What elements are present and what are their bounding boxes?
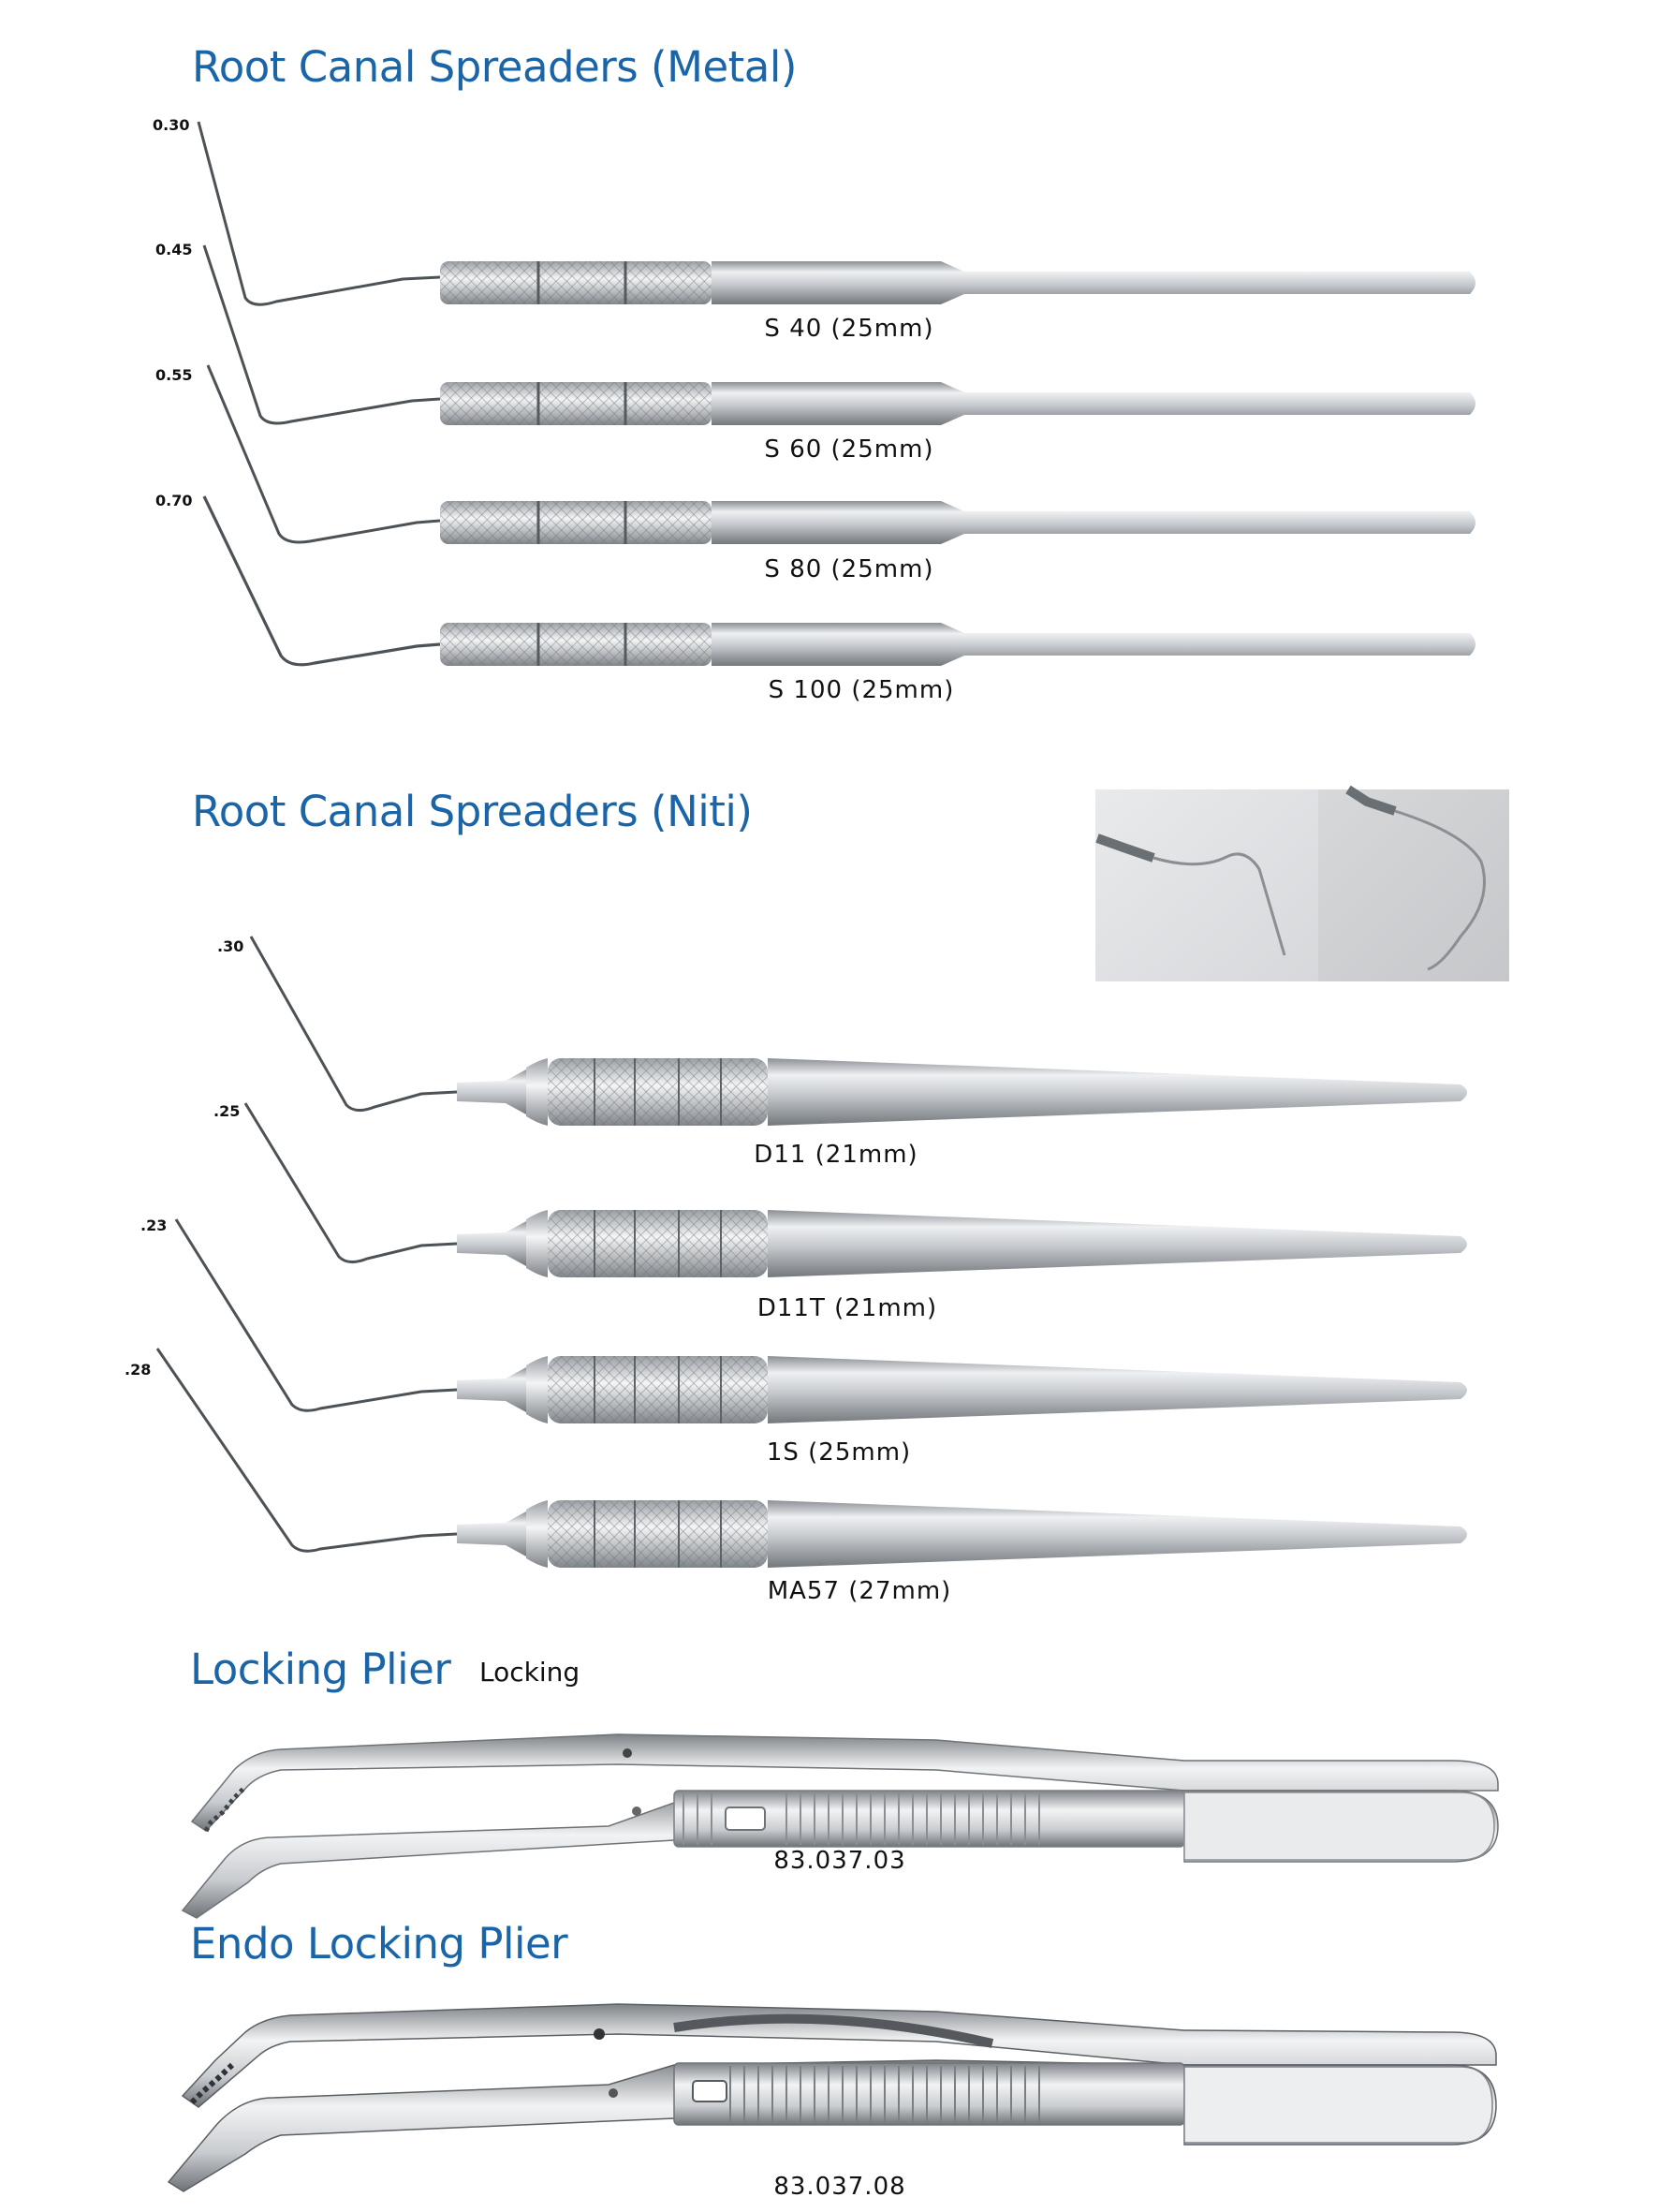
section-title-metal: Root Canal Spreaders (Metal) — [192, 42, 797, 92]
niti-spreader-d11t — [245, 1103, 1467, 1277]
section-title-endo-locking-plier: Endo Locking Plier — [190, 1919, 568, 1969]
section-subtitle-locking: Locking — [479, 1657, 580, 1688]
locking-plier-image — [183, 1734, 1498, 1918]
instrument-caption: S 60 (25mm) — [764, 435, 934, 464]
tip-size-label: 0.45 — [155, 241, 193, 258]
product-code: 83.037.08 — [773, 2173, 906, 2201]
tip-size-label: .28 — [125, 1361, 152, 1379]
instrument-caption: S 80 (25mm) — [764, 555, 934, 583]
tip-size-label: 0.55 — [155, 366, 193, 384]
instrument-caption: S 40 (25mm) — [764, 315, 934, 343]
instrument-caption: 1S (25mm) — [766, 1438, 912, 1467]
instrument-caption: D11T (21mm) — [756, 1294, 938, 1322]
tip-size-label: 0.70 — [155, 492, 193, 509]
product-code: 83.037.03 — [773, 1847, 906, 1875]
tip-size-label: .25 — [213, 1102, 241, 1120]
metal-spreader-s40 — [198, 122, 1475, 304]
section-title-niti: Root Canal Spreaders (Niti) — [192, 787, 753, 836]
instrument-caption: MA57 (27mm) — [767, 1577, 952, 1605]
tip-size-label: .23 — [140, 1217, 168, 1234]
tip-size-label: 0.30 — [153, 116, 190, 134]
instrument-caption: D11 (21mm) — [754, 1141, 918, 1169]
spreader-photo-inset — [1095, 789, 1509, 981]
endo-locking-plier-image — [169, 2004, 1496, 2191]
instrument-caption: S 100 (25mm) — [768, 676, 955, 704]
section-title-locking-plier: Locking Plier — [190, 1644, 451, 1694]
tip-size-label: .30 — [217, 937, 244, 955]
